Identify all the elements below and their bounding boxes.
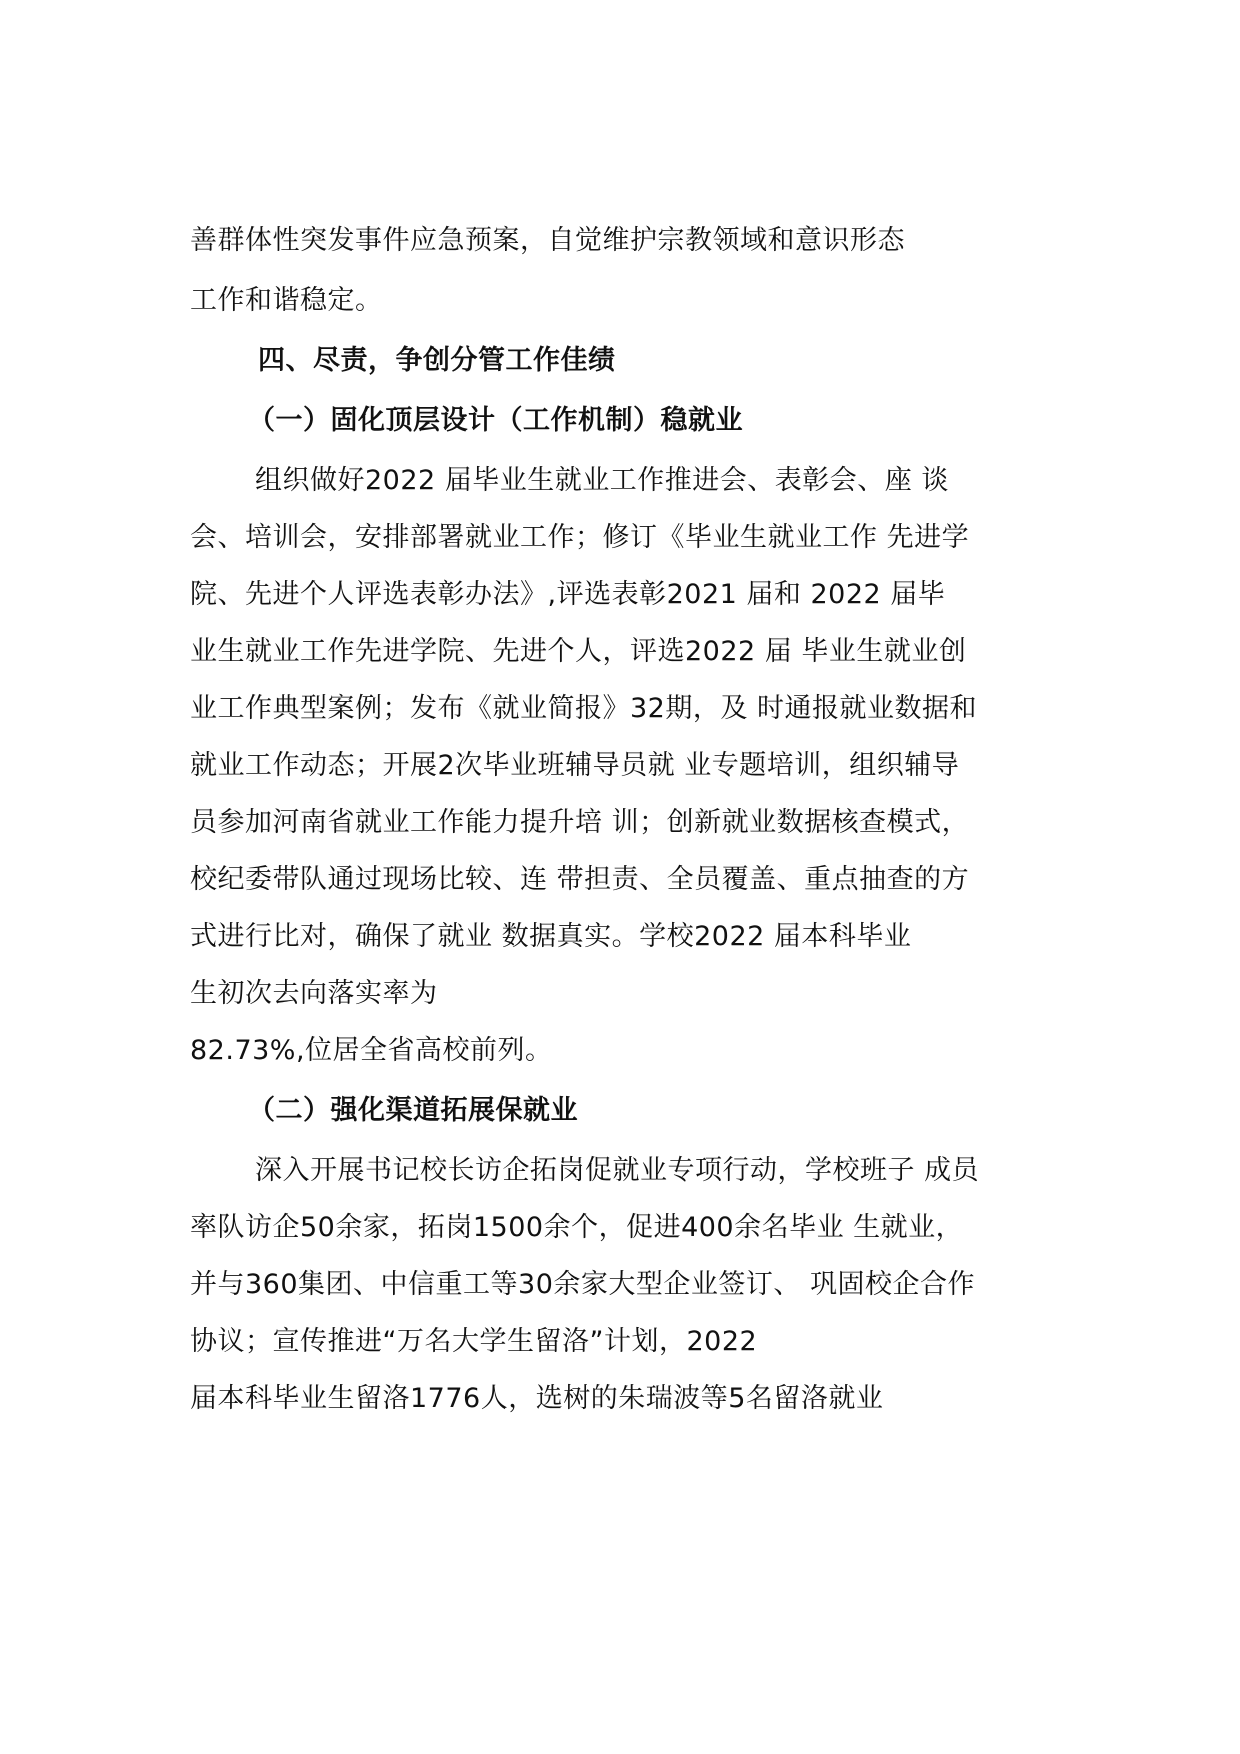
body-text-line: 院、先进个人评选表彰办法》,评选表彰2021 届和 2022 届毕	[190, 579, 946, 610]
body-text-line: 校纪委带队通过现场比较、连 带担责、全员覆盖、重点抽查的方	[190, 864, 970, 895]
body-text-line: 善群体性突发事件应急预案，自觉维护宗教领域和意识形态	[190, 225, 905, 256]
body-text-line: 生初次去向落实率为	[190, 978, 438, 1009]
body-text-line: 深入开展书记校长访企拓岗促就业专项行动，学校班子 成员	[255, 1155, 980, 1186]
body-text-line: 业工作典型案例；发布《就业简报》32期，及 时通报就业数据和	[190, 693, 977, 724]
body-text-line: 组织做好2022 届毕业生就业工作推进会、表彰会、座 谈	[255, 465, 949, 496]
section-heading: 四、尽责，争创分管工作佳绩	[258, 345, 616, 376]
subsection-heading: （二）强化渠道拓展保就业	[248, 1095, 578, 1126]
body-text-line: 员参加河南省就业工作能力提升培 训；创新就业数据核查模式，	[190, 807, 970, 838]
body-text-line: 就业工作动态；开展2次毕业班辅导员就 业专题培训，组织辅导	[190, 750, 960, 781]
body-text-line: 届本科毕业生留洛1776人，选树的朱瑞波等5名留洛就业	[190, 1383, 884, 1414]
subsection-heading: （一）固化顶层设计（工作机制）稳就业	[248, 405, 743, 436]
body-text-line: 协议；宣传推进“万名大学生留洛”计划，2022	[190, 1326, 758, 1357]
body-text-line: 并与360集团、中信重工等30余家大型企业签订、 巩固校企合作	[190, 1269, 975, 1300]
body-text-line: 业生就业工作先进学院、先进个人，评选2022 届 毕业生就业创	[190, 636, 967, 667]
body-text-line: 率队访企50余家，拓岗1500余个，促进400余名毕业 生就业，	[190, 1212, 964, 1243]
body-text-line: 会、培训会，安排部署就业工作；修订《毕业生就业工作 先进学	[190, 522, 970, 553]
body-text-line: 82.73%,位居全省高校前列。	[190, 1035, 553, 1066]
body-text-line: 工作和谐稳定。	[190, 285, 383, 316]
body-text-line: 式进行比对，确保了就业 数据真实。学校2022 届本科毕业	[190, 921, 912, 952]
